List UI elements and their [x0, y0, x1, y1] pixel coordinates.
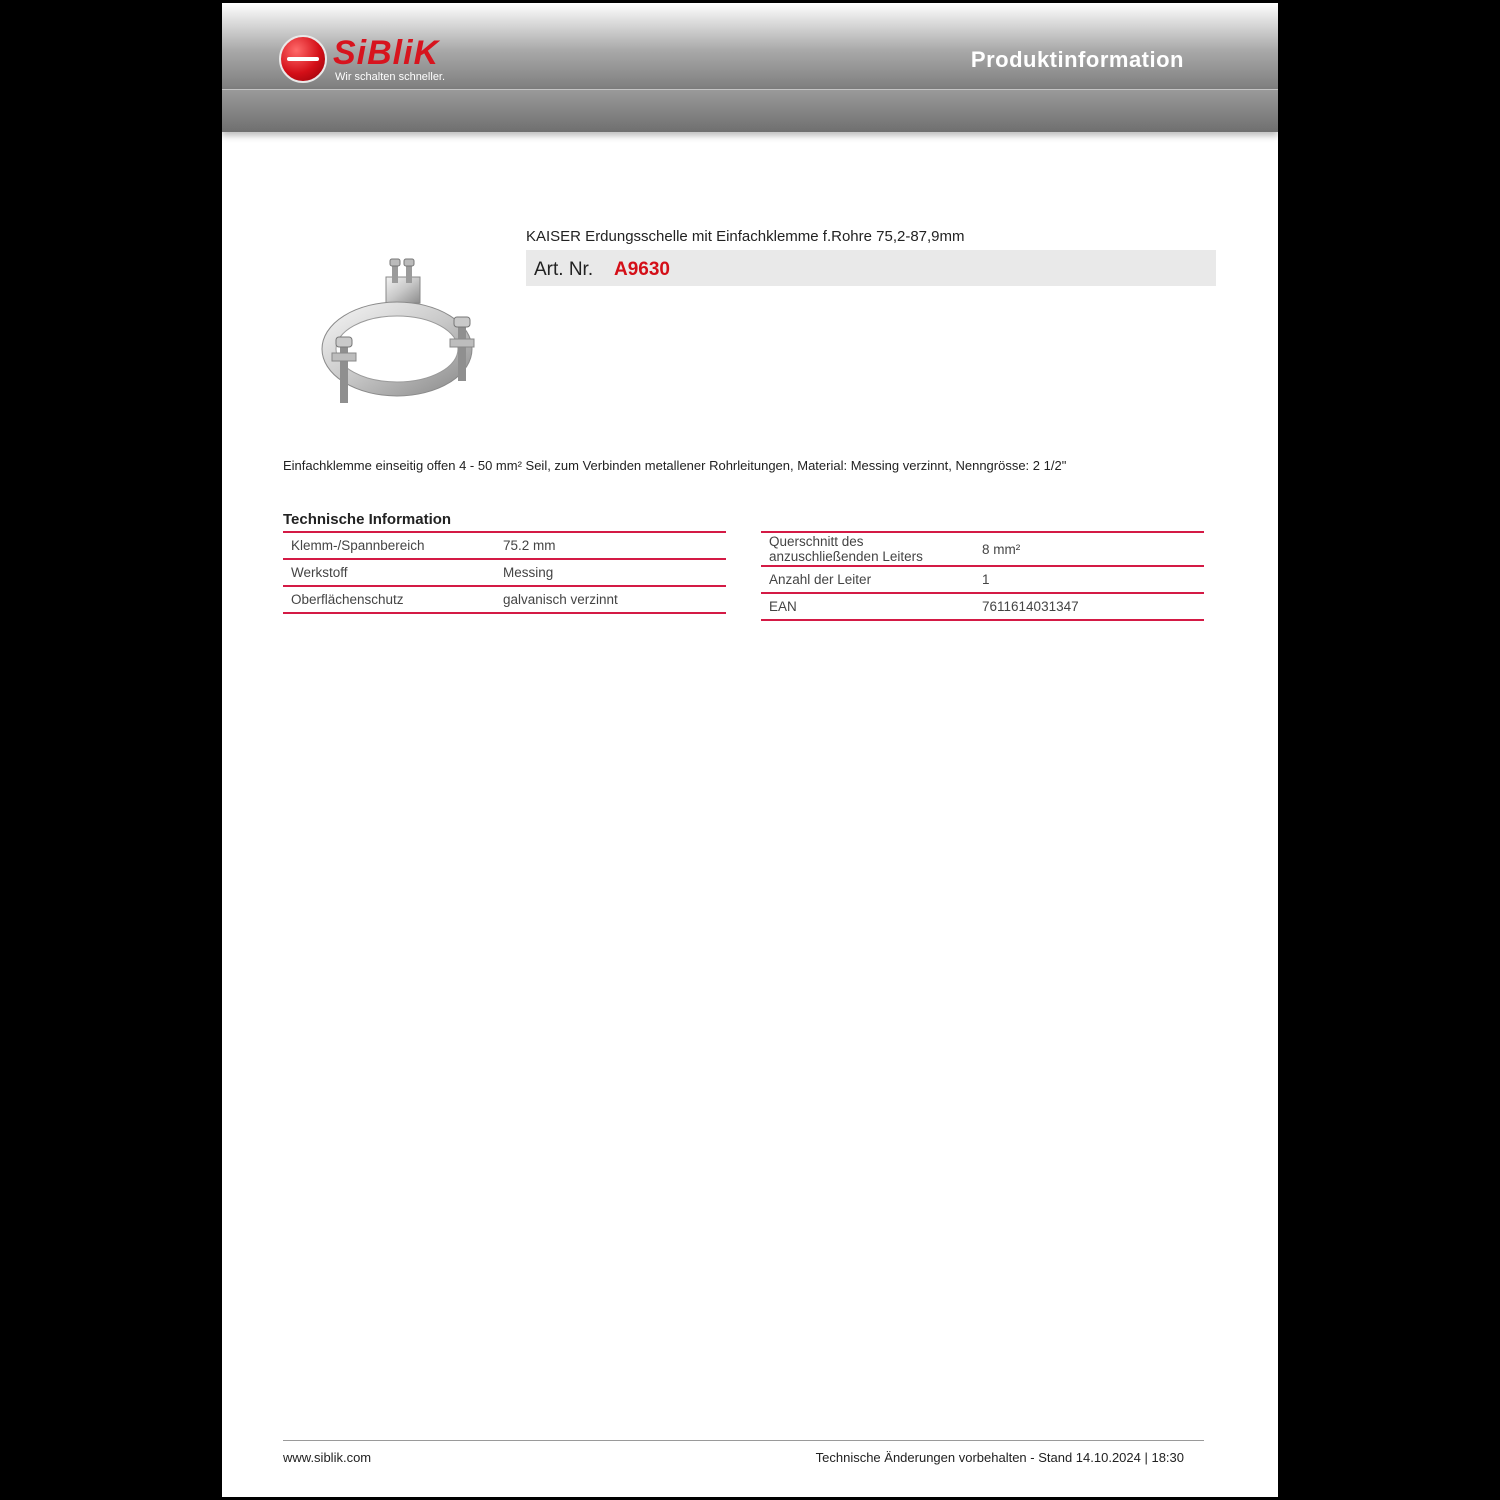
- footer-website: www.siblik.com: [283, 1450, 372, 1465]
- product-title: KAISER Erdungsschelle mit Einfachklemme f.Rohre 75,2-87,9mm: [526, 228, 965, 245]
- technical-info-table-left: [283, 531, 726, 614]
- spec-value: 7611614031347: [974, 593, 1204, 620]
- product-image: [302, 253, 492, 413]
- spec-value: 8 mm²: [974, 532, 1204, 566]
- spec-label: Oberflächenschutz: [283, 586, 495, 613]
- table-row: [283, 532, 726, 559]
- table-row: [761, 566, 1204, 593]
- technical-info-table-right: [761, 531, 1204, 621]
- table-row: [283, 586, 726, 613]
- spec-label: Querschnitt des anzuschließenden Leiters: [761, 532, 974, 566]
- technical-info-heading: Technische Information: [283, 511, 452, 528]
- page-header: [222, 3, 1278, 89]
- spec-label: Anzahl der Leiter: [761, 566, 974, 593]
- logo-tagline: Wir schalten schneller.: [335, 71, 446, 83]
- table-row: [761, 532, 1204, 566]
- siblik-logo: [279, 35, 479, 87]
- page-title: Produktinformation: [970, 47, 1184, 72]
- article-number-label: Art. Nr.: [534, 259, 594, 280]
- spec-label: Klemm-/Spannbereich: [283, 532, 495, 559]
- header-band: [222, 89, 1278, 132]
- table-row: [761, 593, 1204, 620]
- spec-label: Werkstoff: [283, 559, 495, 586]
- footer-notice: Technische Änderungen vorbehalten - Stand 14.10.2024 | 18:30: [815, 1450, 1184, 1465]
- spec-value: 1: [974, 566, 1204, 593]
- logo-name: SiBliK: [333, 34, 440, 72]
- spec-value: galvanisch verzinnt: [495, 586, 726, 613]
- table-row: [283, 559, 726, 586]
- product-description: Einfachklemme einseitig offen 4 - 50 mm² Seil, zum Verbinden metallener Rohrleitungen, Material: Messing verzinnt, Nenngrösse: 2 1/2": [283, 458, 1067, 473]
- article-number-bar: [526, 250, 1216, 286]
- spec-value: 75.2 mm: [495, 532, 726, 559]
- spec-value: Messing: [495, 559, 726, 586]
- article-number-value: A9630: [614, 259, 670, 280]
- footer-divider: [283, 1440, 1204, 1441]
- document-page: [222, 3, 1278, 1497]
- logo-emblem-icon: [279, 35, 327, 83]
- spec-label: EAN: [761, 593, 974, 620]
